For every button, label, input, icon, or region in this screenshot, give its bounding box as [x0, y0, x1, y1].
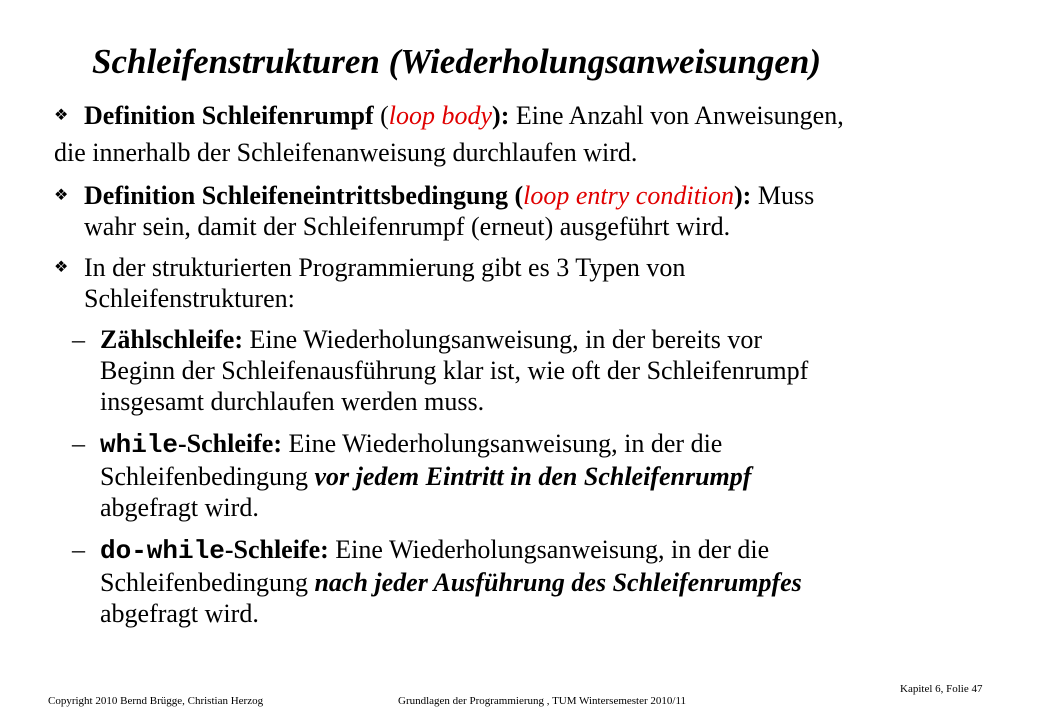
paren-open: (	[380, 101, 389, 130]
subitem-text: Eine Wiederholungsanweisung, in der die	[281, 429, 723, 458]
paren-close: ):	[492, 101, 510, 130]
english-term: loop entry condition	[523, 181, 735, 210]
subitem-do-while	[72, 534, 1012, 629]
subitem-line3: insgesamt durchlaufen werden muss.	[100, 387, 485, 416]
emphasis-text: vor jedem Eintritt in den Schleifenrumpf	[314, 462, 752, 491]
paren-close: ):	[734, 181, 752, 210]
subitem-term: Zählschleife:	[100, 325, 243, 354]
bullet-term: Definition Schleifenrumpf	[84, 101, 374, 130]
bullet-term: Definition Schleifeneintrittsbedingung	[84, 181, 508, 210]
bullet-text: Eine Anzahl von Anweisungen,	[509, 101, 844, 130]
subitem-line3: abgefragt wird.	[100, 493, 259, 522]
bullet-schleifenrumpf	[54, 100, 1014, 168]
slide-title: Schleifenstrukturen (Wiederholungsanweisungen)	[92, 42, 822, 81]
footer-slide-number: Kapitel 6, Folie 47	[900, 683, 983, 695]
subitem-text: Eine Wiederholungsanweisung, in der bereits vor	[243, 325, 763, 354]
bullet-line1: In der strukturierten Programmierung gibt es 3 Typen von	[84, 253, 686, 282]
subitem-term: -Schleife:	[224, 535, 329, 564]
dash-bullet: –	[72, 429, 85, 458]
emphasis-text: nach jeder Ausführung des Schleifenrumpfes	[314, 568, 802, 597]
bullet-schleifentypen	[54, 252, 1014, 314]
subitem-while	[72, 428, 1012, 523]
bullet-line2: Schleifenstrukturen:	[84, 284, 295, 313]
dash-bullet: –	[72, 535, 85, 564]
code-keyword: while	[100, 430, 179, 460]
diamond-bullet-icon: ❖	[54, 259, 69, 276]
bullet-line2: wahr sein, damit der Schleifenrumpf (erneut) ausgeführt wird.	[84, 212, 731, 241]
english-term: loop body	[388, 101, 493, 130]
footer-copyright: Copyright 2010 Bernd Brügge, Christian Herzog	[48, 695, 264, 707]
diamond-bullet-icon: ❖	[54, 107, 69, 124]
subitem-line3: abgefragt wird.	[100, 599, 259, 628]
paren-open: (	[514, 181, 524, 210]
footer-course: Grundlagen der Programmierung , TUM Wintersemester 2010/11	[398, 695, 687, 707]
diamond-bullet-icon: ❖	[54, 187, 69, 204]
dash-bullet: –	[72, 325, 85, 354]
bullet-text: Muss	[751, 181, 815, 210]
subitem-text: Eine Wiederholungsanweisung, in der die	[328, 535, 770, 564]
subitem-zaehlschleife	[72, 324, 1012, 417]
bullet-eintrittsbedingung	[54, 180, 1014, 242]
subitem-term: -Schleife:	[178, 429, 282, 458]
subitem-text: Schleifenbedingung	[100, 462, 315, 491]
subitem-text: Schleifenbedingung	[100, 568, 315, 597]
bullet-line2: die innerhalb der Schleifenanweisung durchlaufen wird.	[54, 138, 638, 167]
subitem-line2: Beginn der Schleifenausführung klar ist, wie oft der Schleifenrumpf	[100, 356, 809, 385]
code-keyword: do-while	[100, 536, 225, 566]
